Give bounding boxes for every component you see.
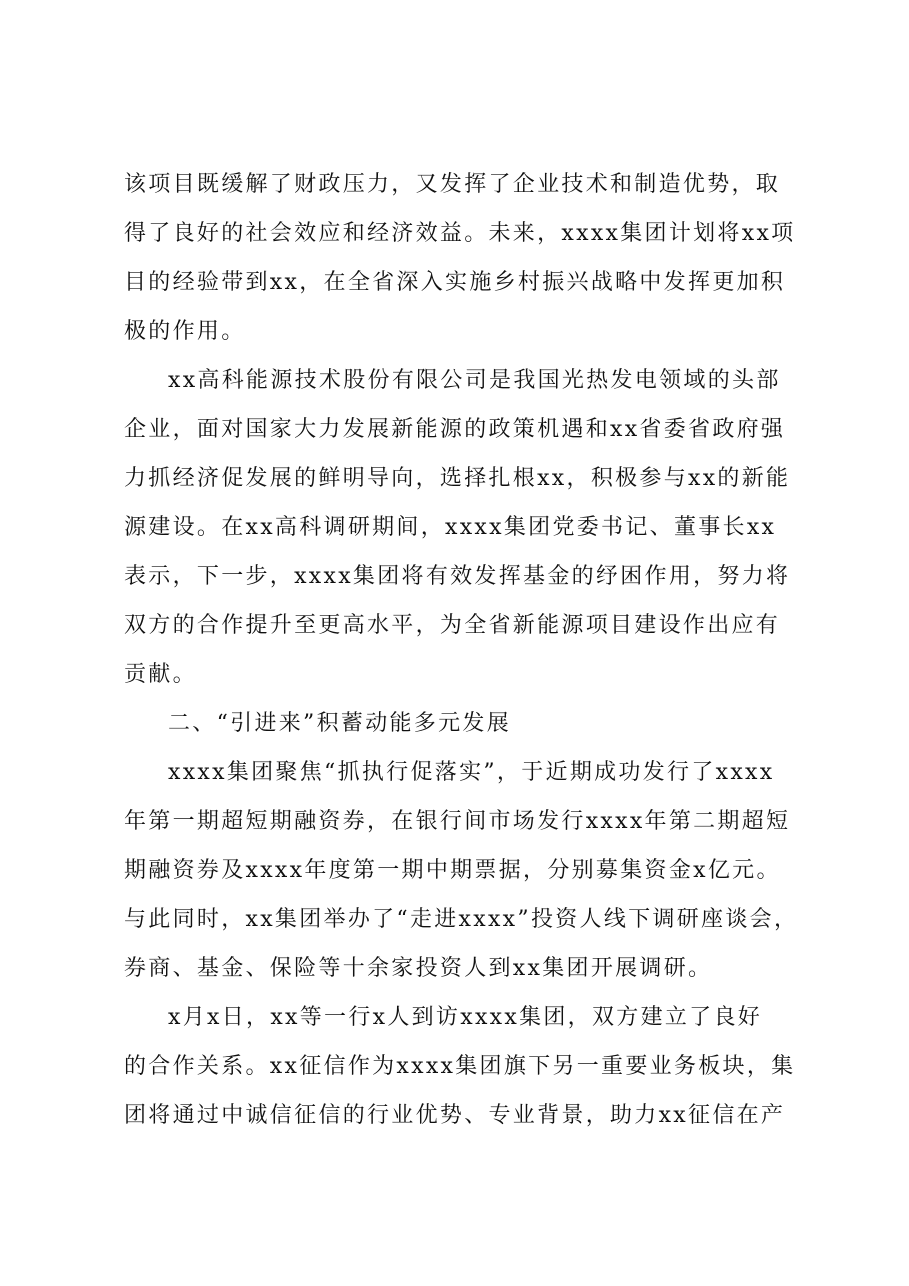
paragraph-4-line-1: x月x日，xx等一行x人到访xxxx集团，双方建立了良好 <box>168 1005 763 1030</box>
section-heading: 二、“引进来”积蓄动能多元发展 <box>168 711 511 736</box>
paragraph-1-line-3: 目的经验带到xx，在全省深入实施乡村振兴战略中发挥更加积 <box>124 270 786 295</box>
paragraph-3-line-1: xxxx集团聚焦“抓执行促落实”，于近期成功发行了xxxx <box>168 760 775 785</box>
paragraph-3-line-3: 期融资券及xxxx年度第一期中期票据，分别募集资金x亿元。 <box>124 858 781 883</box>
paragraph-4-line-2: 的合作关系。xx征信作为xxxx集团旗下另一重要业务板块，集 <box>124 1054 796 1079</box>
paragraph-2-line-5: 表示，下一步，xxxx集团将有效发挥基金的纾困作用，努力将 <box>124 564 791 589</box>
paragraph-4-line-3: 团将通过中诚信征信的行业优势、专业背景，助力xx征信在产 <box>124 1103 786 1128</box>
paragraph-1-line-4: 极的作用。 <box>124 319 246 344</box>
paragraph-3-line-5: 券商、基金、保险等十余家投资人到xx集团开展调研。 <box>124 956 713 981</box>
paragraph-1-line-2: 得了良好的社会效应和经济效益。未来，xxxx集团计划将xx项 <box>124 221 796 246</box>
paragraph-2-line-1: xx高科能源技术股份有限公司是我国光热发电领域的头部 <box>168 368 781 393</box>
paragraph-3-line-2: 年第一期超短期融资券，在银行间市场发行xxxx年第二期超短 <box>124 809 791 834</box>
paragraph-2-line-4: 源建设。在xx高科调研期间，xxxx集团党委书记、董事长xx <box>124 515 777 540</box>
paragraph-2-line-2: 企业，面对国家大力发展新能源的政策机遇和xx省委省政府强 <box>124 417 786 442</box>
paragraph-2-line-7: 贡献。 <box>124 662 197 687</box>
paragraph-2-line-3: 力抓经济促发展的鲜明导向，选择扎根xx，积极参与xx的新能 <box>124 466 791 491</box>
paragraph-3-line-4: 与此同时，xx集团举办了“走进xxxx”投资人线下调研座谈会， <box>124 907 799 932</box>
paragraph-1-line-1: 该项目既缓解了财政压力，又发挥了企业技术和制造优势，取 <box>124 172 781 197</box>
paragraph-2-line-6: 双方的合作提升至更高水平，为全省新能源项目建设作出应有 <box>124 613 781 638</box>
